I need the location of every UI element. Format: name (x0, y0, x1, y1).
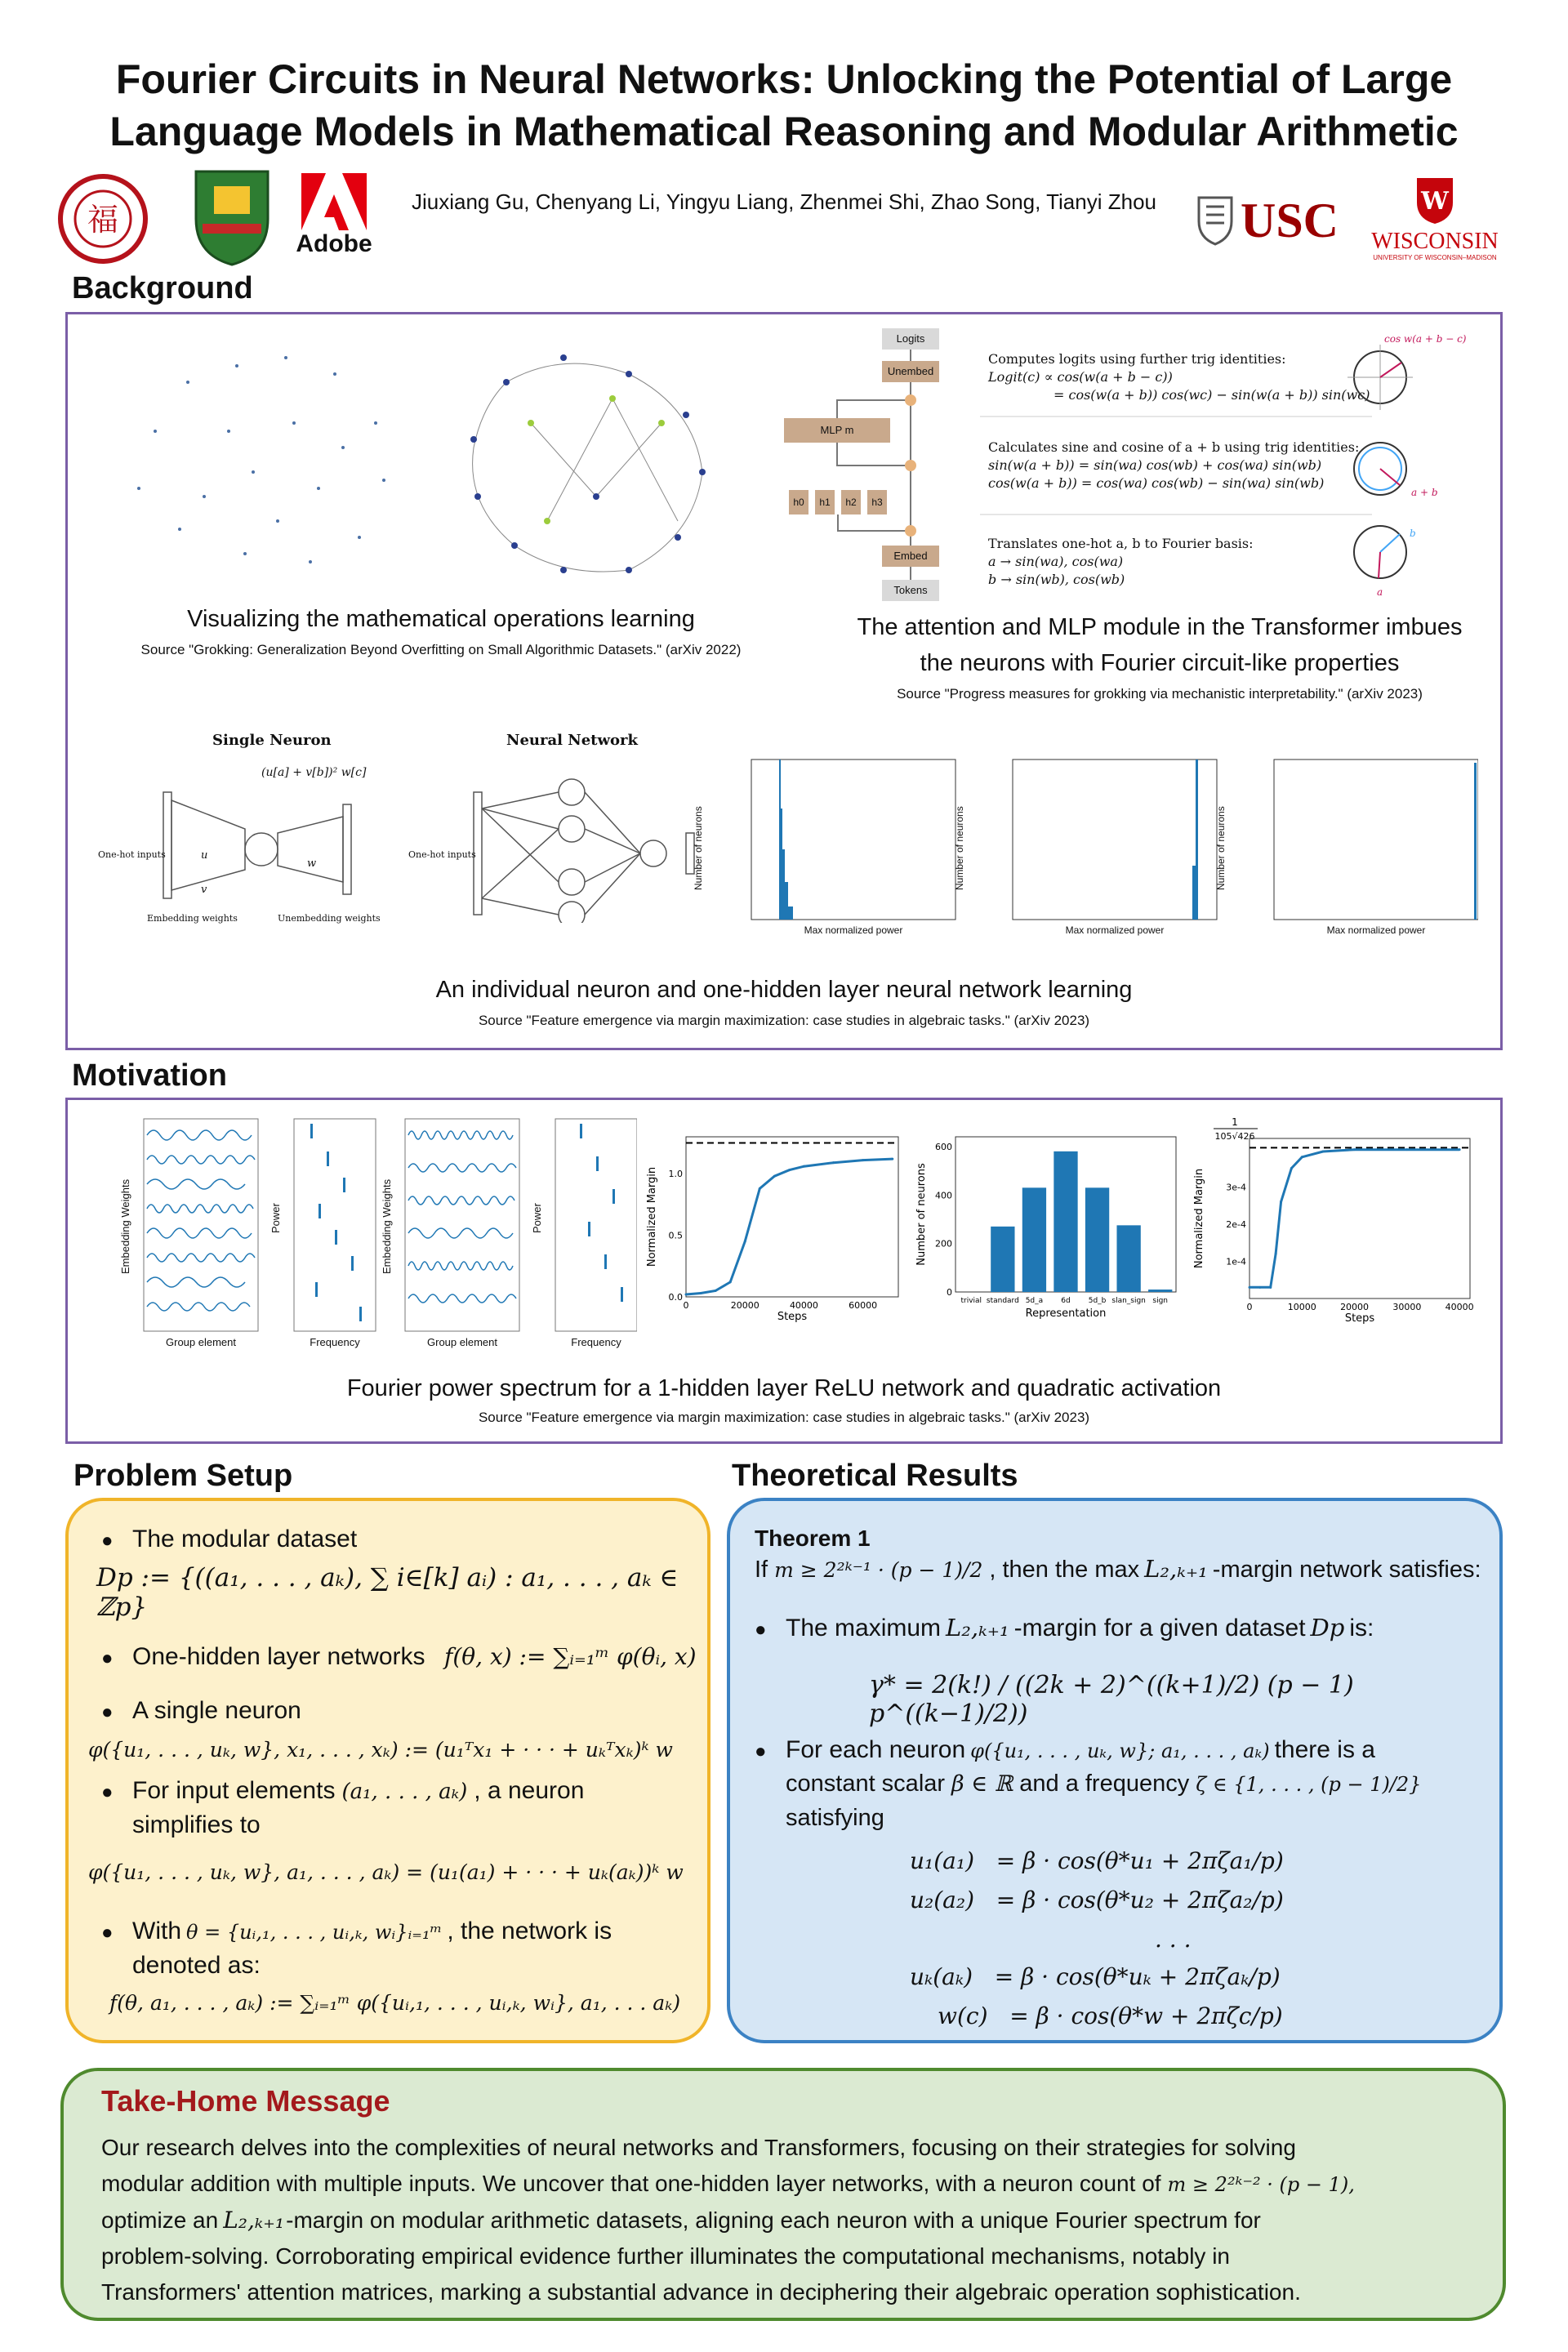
embedding-weights-ylabel-1: Embedding Weights (119, 1178, 131, 1274)
unembedding-weights-label: Unembedding weights (278, 913, 381, 924)
margin-chart-2-xtick: 0 (1246, 1302, 1253, 1312)
theory-bullet-2-line3: satisfying (786, 1805, 884, 1831)
takehome-line5: Transformers' attention matrices, marking a substantial advance in deciphering their algebraic operation sophistication. (101, 2279, 1301, 2305)
problem-bullet-4: ● For input elements (a₁, . . . , aₖ) , a neuron (101, 1777, 585, 1804)
theory-heading: Theoretical Results (732, 1459, 1018, 1493)
margin-chart-2-ytick: 2e-4 (1226, 1218, 1246, 1230)
background-source-3: Source "Feature emergence via margin maximization: case studies in algebraic tasks." (arXiv 2023) (478, 1013, 1090, 1028)
margin-chart-1-point (803, 1165, 805, 1168)
motivation-caption: Fourier power spectrum for a 1-hidden layer ReLU network and quadratic activation (346, 1375, 1222, 1401)
theorem-statement: If m ≥ 2²ᵏ⁻¹ · (p − 1)/2 , then the max L₂,ₖ₊₁ -margin network satisfies: (755, 1555, 1481, 1583)
bar-ytick: 200 (935, 1238, 952, 1250)
step2-eq1: sin(w(a + b)) = sin(wa) cos(wb) + cos(wa) sin(wb) (988, 457, 1322, 473)
bar-category-label: 5d_a (1025, 1297, 1044, 1305)
neuron-diagram-shapes (98, 760, 702, 923)
circle3-label-b: b (1410, 528, 1416, 539)
theory-bullet-2: ● For each neuron φ({u₁, . . . , uₖ, w}; a₁, . . . , aₖ) there is a (755, 1736, 1375, 1763)
circle1-label: cos w(a + b − c) (1384, 333, 1467, 345)
margin-chart-1-ylabel: Normalized Margin (646, 1166, 658, 1267)
svg-text:福: 福 (87, 202, 119, 238)
bullet-dot-icon: ● (101, 1922, 114, 1944)
onehot-label-2: One-hot inputs (408, 849, 476, 860)
hist3-ylabel: Number of neurons (1215, 806, 1227, 890)
background-caption-1: Visualizing the mathematical operations learning (187, 606, 695, 632)
head-h1: h1 (815, 490, 835, 514)
margin-chart-1-xtick: 60000 (849, 1300, 878, 1311)
bar-ytick: 400 (935, 1190, 952, 1201)
bar-xlabel: Representation (1025, 1307, 1107, 1320)
motivation-heading: Motivation (72, 1058, 227, 1093)
theory-box (727, 1498, 1503, 2043)
hist1-ylabel: Number of neurons (693, 806, 704, 890)
step3-eq1: a → sin(wa), cos(wa) (988, 554, 1124, 569)
theory-bullet-2-line2: constant scalar β ∈ ℝ and a frequency ζ ∈ {1, . . . , (p − 1)/2} (786, 1771, 1422, 1797)
fudan-logo (57, 173, 149, 265)
bar-1 (991, 1227, 1014, 1292)
fourier-eq-2: u₂(a₂) = β · cos(θ*u₂ + 2πζa₂/p) (910, 1886, 1284, 1913)
margin-chart-1-point (729, 1281, 732, 1283)
fourier-eq-k: uₖ(aₖ) = β · cos(θ*uₖ + 2πζaₖ/p) (910, 1963, 1281, 1990)
bullet-dot-icon: ● (101, 1647, 114, 1669)
bar-category-label: trivial (960, 1297, 982, 1305)
neuron-equation: φ({u₁, . . . , uₖ, w}, x₁, . . . , xₖ) := (u₁ᵀx₁ + · · · + uₖᵀxₖ)ᵏ w (88, 1738, 673, 1762)
hku-logo (189, 167, 274, 268)
head-h2: h2 (841, 490, 861, 514)
margin-chart-1-point (788, 1169, 791, 1171)
takehome-line1: Our research delves into the complexities of neural networks and Transformers, focusing on their strategies for solving (101, 2135, 1296, 2160)
margin-chart-2-ref-denominator: 105√426 (1214, 1131, 1255, 1142)
margin-chart-1 (645, 1125, 906, 1328)
bullet-dot-icon: ● (755, 1740, 767, 1762)
problem-bullet-1: ● The modular dataset (101, 1526, 358, 1552)
usc-shield-icon (1196, 195, 1234, 246)
step2-eq2: cos(w(a + b)) = cos(wa) cos(wb) − sin(wa) sin(wb) (988, 475, 1325, 491)
margin-chart-1-point (773, 1175, 776, 1178)
margin-chart-2-ytick: 1e-4 (1226, 1256, 1246, 1267)
margin-chart-1-point (744, 1241, 746, 1243)
problem-setup-box (65, 1498, 710, 2043)
margin-chart-1-point (891, 1158, 893, 1160)
margin-chart-2-point (1322, 1150, 1325, 1152)
margin-chart-1-point (862, 1159, 864, 1161)
grokking-embedding-figure (106, 333, 760, 586)
margin-chart-1-svg (645, 1125, 906, 1328)
margin-chart-2-point (1405, 1148, 1408, 1151)
margin-chart-1-ytick: 0.0 (668, 1292, 683, 1303)
theory-bullet-1: ● The maximum L₂,ₖ₊₁ -margin for a given dataset Dp is: (755, 1614, 1374, 1642)
bar-3 (1054, 1152, 1077, 1292)
margin-chart-1-ytick: 1.0 (668, 1169, 683, 1180)
transformer-diagram (784, 327, 1486, 604)
bar-category-label: 6d (1061, 1297, 1071, 1305)
bar-6 (1148, 1290, 1172, 1292)
takehome-line2: modular addition with multiple inputs. We uncover that one-hidden layer networks, with a neuron count of m ≥ 2²ᵏ⁻² · (p − 1), (101, 2171, 1355, 2196)
step3-title: Translates one-hot a, b to Fourier basis: (988, 536, 1254, 551)
problem-bullet-5-cont: denoted as: (132, 1952, 261, 1979)
margin-chart-1-series-line (686, 1159, 893, 1294)
bar-ytick: 600 (935, 1141, 952, 1152)
bar-4 (1085, 1187, 1109, 1292)
circle3-label-a: a (1377, 586, 1383, 598)
step1-eq1: Logit(c) ∝ cos(w(a + b − c)) (988, 369, 1173, 385)
margin-chart-2-point (1353, 1148, 1356, 1151)
background-caption-2a: The attention and MLP module in the Transformer imbues (857, 614, 1463, 640)
margin-chart-2-axes-frame (1250, 1138, 1470, 1298)
step3-eq2: b → sin(wb), cos(wb) (988, 572, 1125, 587)
margin-chart-2-xtick: 20000 (1340, 1302, 1370, 1312)
takehome-box (60, 2068, 1506, 2321)
group-element-xlabel-1: Group element (166, 1336, 236, 1348)
bullet-dot-icon: ● (101, 1701, 114, 1723)
neuron-formula: (u[a] + v[b])² w[c] (261, 766, 367, 779)
bar-ylabel: Number of neurons (915, 1163, 928, 1266)
margin-chart-2-point (1459, 1148, 1461, 1151)
network-full-equation: f(θ, a₁, . . . , aₖ) := ∑ᵢ₌₁ᵐ φ({uᵢ,₁, . . . , uᵢ,ₖ, wᵢ}, a₁, . . . aₖ) (109, 1991, 681, 2015)
bullet-dot-icon: ● (101, 1781, 114, 1803)
unit-circle-3-icon (1348, 519, 1413, 585)
margin-chart-2-point (1290, 1167, 1293, 1169)
margin-chart-1-point (832, 1161, 835, 1164)
margin-chart-2-point (1258, 1286, 1261, 1289)
margin-chart-2-ytick: 3e-4 (1226, 1182, 1246, 1193)
problem-bullet-5: ● With θ = {uᵢ,₁, . . . , uᵢ,ₖ, wᵢ}ᵢ₌₁ᵐ , the network is (101, 1918, 612, 1944)
problem-bullet-4-cont: simplifies to (132, 1811, 261, 1838)
dataset-equation: Dp := {((a₁, . . . , aₖ), ∑ i∈[k] aᵢ) : a₁, . . . , aₖ ∈ ℤp} (96, 1563, 679, 1622)
frequency-xlabel-2: Frequency (571, 1336, 621, 1348)
margin-chart-2-point (1280, 1200, 1282, 1203)
neuron-u-label: u (201, 849, 208, 862)
poster-title-line1: Fourier Circuits in Neural Networks: Unlocking the Potential of Large (115, 56, 1453, 102)
usc-wordmark: USC (1240, 193, 1339, 247)
bullet-dot-icon: ● (101, 1530, 114, 1552)
simplified-neuron-equation: φ({u₁, . . . , uₖ, w}, a₁, . . . , aₖ) = (u₁(a₁) + · · · + uₖ(aₖ))ᵏ w (88, 1860, 684, 1884)
poster-title-line2: Language Models in Mathematical Reasoning and Modular Arithmetic (109, 109, 1459, 154)
bar-category-label: 5d_b (1088, 1297, 1107, 1305)
embedding-weights-ylabel-2: Embedding Weights (381, 1178, 393, 1274)
diagram-arrows (784, 327, 972, 604)
fourier-eq-w: w(c) = β · cos(θ*w + 2πζc/p) (938, 2002, 1283, 2029)
frequency-xlabel-1: Frequency (310, 1336, 360, 1348)
power-ylabel-1: Power (270, 1203, 282, 1233)
margin-chart-2-xlabel: Steps (1344, 1312, 1375, 1325)
adobe-wordmark: Adobe (296, 230, 372, 257)
margin-chart-2 (1192, 1114, 1486, 1328)
wisconsin-subtitle: UNIVERSITY OF WISCONSIN–MADISON (1373, 254, 1497, 261)
svg-text:W: W (1421, 187, 1449, 216)
bar-category-label: standard (986, 1297, 1019, 1305)
problem-bullet-2: ● One-hidden layer networks (101, 1643, 425, 1670)
margin-chart-1-point (715, 1290, 717, 1292)
margin-chart-1-xlabel: Steps (777, 1311, 808, 1323)
unembed-box: Unembed (882, 361, 939, 382)
onehot-label: One-hot inputs (98, 849, 166, 860)
takehome-line4: problem-solving. Corroborating empirical evidence further illuminates the computational mechanisms, notably in (101, 2243, 1230, 2269)
logits-box: Logits (882, 328, 939, 350)
margin-chart-2-point (1269, 1286, 1272, 1289)
bar-5 (1116, 1225, 1140, 1292)
margin-chart-1-xtick: 40000 (789, 1300, 818, 1311)
embed-box: Embed (882, 546, 939, 567)
margin-chart-2-point (1249, 1286, 1251, 1289)
hist2-ylabel: Number of neurons (954, 806, 965, 890)
takehome-line3: optimize an L₂,ₖ₊₁ -margin on modular arithmetic datasets, aligning each neuron with a unique Fourier spectrum for (101, 2207, 1261, 2234)
representation-bar-chart (915, 1125, 1184, 1328)
margin-chart-1-point (685, 1293, 688, 1295)
usc-logo (1194, 189, 1341, 252)
problem-setup-heading: Problem Setup (74, 1459, 293, 1493)
head-h3: h3 (867, 490, 887, 514)
neuron-network-figure (98, 727, 702, 931)
bar-category-label: slan_sign (1111, 1297, 1146, 1305)
representation-bar-chart-svg (915, 1125, 1184, 1328)
neuron-v-label: v (201, 884, 207, 896)
margin-chart-2-series-line (1250, 1150, 1459, 1288)
network-equation: f(θ, x) := ∑ᵢ₌₁ᵐ φ(θᵢ, x) (444, 1643, 697, 1670)
fourier-power-panels (119, 1111, 637, 1356)
margin-chart-2-point (1275, 1253, 1277, 1255)
power-ylabel-2: Power (531, 1203, 543, 1233)
circle2-label: a + b (1411, 487, 1438, 498)
bar-2 (1022, 1187, 1046, 1292)
problem-bullet-3: ● A single neuron (101, 1697, 301, 1724)
max-power-histograms (693, 743, 1478, 947)
fourier-eq-1: u₁(a₁) = β · cos(θ*u₁ + 2πζa₁/p) (910, 1847, 1284, 1874)
margin-chart-2-xtick: 30000 (1392, 1302, 1422, 1312)
margin-chart-1-xtick: 20000 (730, 1300, 760, 1311)
background-source-1: Source "Grokking: Generalization Beyond Overfitting on Small Algorithmic Datasets." (arXiv 2022) (140, 642, 742, 657)
step2-title: Calculates sine and cosine of a + b using trig identities: (988, 439, 1360, 455)
background-source-2: Source "Progress measures for grokking via mechanistic interpretability." (arXiv 2023) (897, 686, 1423, 702)
takehome-body (101, 2130, 1490, 2310)
gamma-equation: γ* = 2(k!) / ((2k + 2)^((k+1)/2) (p − 1) p^((k−1)/2)) (869, 1671, 1354, 1728)
hist2-xlabel: Max normalized power (1065, 924, 1165, 936)
margin-chart-2-xtick: 40000 (1445, 1302, 1474, 1312)
authors: Jiuxiang Gu, Chenyang Li, Yingyu Liang, Zhenmei Shi, Zhao Song, Tianyi Zhou (411, 189, 1156, 214)
embedding-weights-label: Embedding weights (147, 913, 238, 924)
adobe-mark-icon (301, 173, 367, 230)
group-element-xlabel-2: Group element (427, 1336, 497, 1348)
margin-chart-2-ylabel: Normalized Margin (1193, 1168, 1205, 1269)
background-caption-2b: the neurons with Fourier circuit-like properties (920, 650, 1400, 676)
margin-chart-1-point (700, 1292, 702, 1294)
margin-chart-1-point (759, 1187, 761, 1190)
step1-title: Computes logits using further trig identities: (988, 351, 1286, 367)
wisconsin-wordmark: WISCONSIN (1371, 229, 1499, 254)
margin-chart-1-ytick: 0.5 (668, 1230, 683, 1241)
unit-circle-2-icon (1348, 436, 1413, 501)
unit-circle-1-icon (1348, 345, 1413, 410)
bar-category-label: sign (1152, 1297, 1169, 1305)
tokens-box: Tokens (882, 580, 939, 601)
bar-ytick: 0 (947, 1287, 952, 1298)
mlp-box: MLP m (784, 418, 890, 443)
motivation-source: Source "Feature emergence via margin maximization: case studies in algebraic tasks." (arXiv 2023) (478, 1410, 1090, 1425)
wisconsin-logo (1365, 175, 1504, 265)
head-h0: h0 (789, 490, 808, 514)
hist1-xlabel: Max normalized power (804, 924, 903, 936)
margin-chart-2-ref-numerator: 1 (1232, 1116, 1238, 1128)
margin-chart-2-svg (1192, 1114, 1486, 1328)
wisconsin-crest-icon (1414, 175, 1456, 225)
margin-chart-2-xtick: 10000 (1287, 1302, 1316, 1312)
takehome-title: Take-Home Message (101, 2084, 390, 2118)
step1-eq2: = cos(w(a + b)) cos(wc) − sin(w(a + b)) sin(wc) (1054, 387, 1370, 403)
neuron-w-label: w (307, 858, 317, 870)
bullet-dot-icon: ● (755, 1619, 767, 1641)
neural-network-title: Neural Network (506, 732, 638, 749)
background-heading: Background (72, 271, 253, 305)
margin-chart-2-point (1301, 1156, 1303, 1158)
theorem-label: Theorem 1 (755, 1526, 871, 1551)
margin-chart-1-xtick: 0 (683, 1300, 689, 1311)
single-neuron-title: Single Neuron (212, 732, 332, 749)
adobe-logo (297, 168, 371, 263)
fourier-eq-ellipsis: . . . (1155, 1926, 1192, 1953)
background-caption-3: An individual neuron and one-hidden layer neural network learning (435, 977, 1133, 1003)
hist3-xlabel: Max normalized power (1326, 924, 1426, 936)
